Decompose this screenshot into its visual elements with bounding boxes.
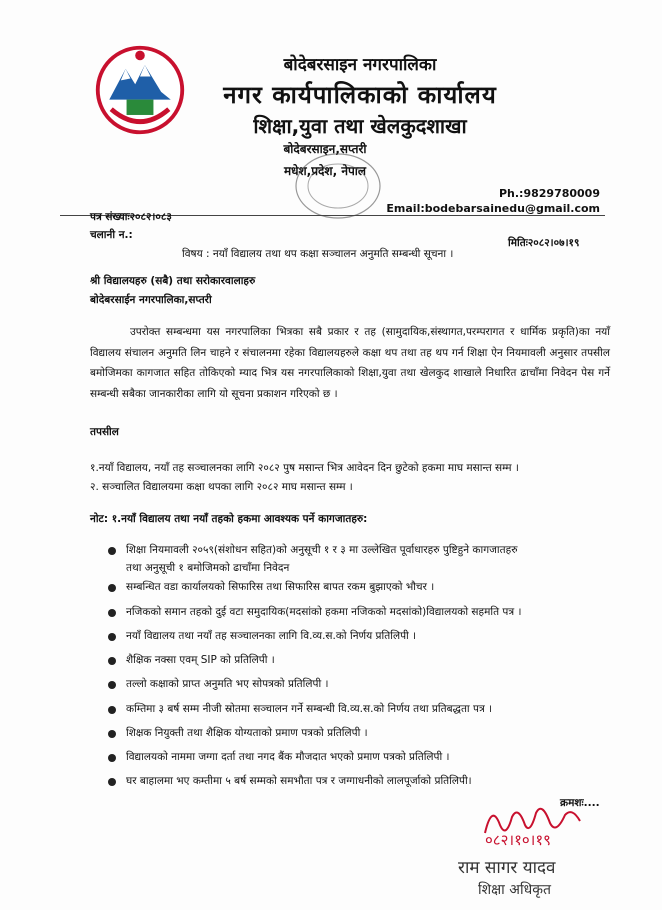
bullet-icon	[108, 681, 116, 689]
recipient-line-1: श्री विद्यालयहरु (सबै) तथा सरोकारवालाहरु	[90, 275, 256, 287]
note-item: सम्बन्धित वडा कार्यालयको सिफारिस तथा सिफारिस बापत रकम बुझाएको भौचर ।	[126, 581, 435, 593]
bullet-icon	[108, 633, 116, 641]
continued-mark: क्रमशः....	[560, 797, 600, 809]
note-item: नयाँ विद्यालय तथा नयाँ तह सञ्चालनका लागि वि.व्य.स.को निर्णय प्रतिलिपी ।	[126, 630, 417, 642]
bullet-icon	[108, 609, 116, 617]
note-item: तथा अनुसूची १ बमोजिमको ढाचाँमा निवेदन	[126, 562, 290, 574]
note-item: शैक्षिक नक्सा एवम् SIP को प्रतिलिपी ।	[126, 654, 275, 666]
bullet-icon	[108, 547, 116, 555]
details-heading: तपसील	[90, 426, 119, 438]
government-emblem-icon	[92, 42, 188, 138]
details-item: १.नयाँ विद्यालय, नयाँ तह सञ्चालनका लागि २०८२ पुष मसान्त भित्र आवेदन दिन छुटेको हकमा माघ मसान्त सम्म ।	[90, 462, 519, 474]
city-line: बोदेबरसाइन,सप्तरी	[283, 142, 367, 156]
bullet-icon	[108, 584, 116, 592]
signatory-title: शिक्षा अधिकृत	[478, 882, 551, 898]
phone-number: Ph.:9829780009	[498, 187, 600, 200]
dispatch-number: चलानी न.:	[90, 229, 133, 241]
note-item: तल्लो कक्षाको प्राप्त अनुमति भए सोपत्रको प्रतिलिपी ।	[126, 678, 329, 690]
office-name: नगर कार्यपालिकाको कार्यालय	[223, 81, 497, 109]
note-item: नजिकको समान तहको दुई वटा समुदायिक(मदसांको हकमा नजिकको मदसांको)विद्यालयको सहमति पत्र ।	[126, 606, 522, 618]
note-item: घर बाहालमा भए कम्तीमा ५ बर्ष सम्मको समभौता पत्र र जग्गाधनीको लालपूर्जाको प्रतिलिपी।	[126, 775, 472, 787]
details-item: २. सञ्चालित विद्यालयमा कक्षा थपका लागि २०८२ माघ मसान्त सम्म ।	[90, 481, 353, 493]
signature-date: ०८२।१०।१९	[485, 831, 551, 849]
municipality-name: बोदेबरसाइन नगरपालिका	[283, 55, 437, 75]
note-item: विद्यालयको नाममा जग्गा दर्ता तथा नगद बैंक मौजदात भएको प्रमाण पत्रको प्रतिलिपी ।	[126, 751, 450, 763]
bullet-icon	[108, 730, 116, 738]
letter-date: मितिः२०८२।०७।१९	[508, 237, 580, 249]
bullet-icon	[108, 706, 116, 714]
recipient-line-2: बोदेबरसाईन नगरपालिका,सप्तरी	[90, 294, 212, 306]
signatory-name: राम सागर यादव	[458, 858, 556, 878]
note-heading: नोट: १.नयाँ विद्यालय तथा नयाँ तहको हकमा आवश्यक पर्ने कागजातहरु:	[90, 513, 368, 525]
section-name: शिक्षा,युवा तथा खेलकुदशाखा	[253, 114, 467, 138]
office-stamp-icon	[292, 150, 384, 222]
bullet-icon	[108, 657, 116, 665]
body-paragraph: उपरोक्त सम्बन्धमा यस नगरपालिका भित्रका सबै प्रकार र तह (सामुदायिक,संस्थागत,परम्परागत र धार्मिक प्रकृति)का नयाँ विद्यालय संचालन अनुमति लिन चाहने र संचालनमा रहेका विद्यालयहरुले कक्षा थप तथा तह थप गर्न शिक्षा ऐन नियमावली अनुसार तपसील बमोजिमका कागजात सहित तोकिएको म्याद भित्र यस नगरपालिकाको शिक्षा,युवा तथा खेलकुद शाखाले निधारित ढाचाँमा निवेदन पेस गर्ने सम्बन्धी सबैका जानकारीका लागि यो सूचना प्रकाशन गरिएको छ ।	[90, 326, 610, 400]
note-item: शिक्षक नियुक्ती तथा शैक्षिक योग्यताको प्रमाण पत्रको प्रतिलिपी ।	[126, 727, 368, 739]
bullet-icon	[108, 754, 116, 762]
bullet-icon	[108, 778, 116, 786]
note-item: कम्तिमा ३ बर्ष सम्म नीजी स्रोतमा सञ्चालन गर्ने सम्बन्धी वि.व्य.स.को निर्णय तथा प्रतिबद्धता पत्र ।	[126, 703, 493, 715]
note-item: शिक्षा नियमावली २०५९(संशोधन सहित)को अनुसूची १ र ३ मा उल्लेखित पूर्वाधारहरु पुष्टिहुने कागजातहरु	[126, 544, 518, 556]
subject-line: विषय : नयाँ विद्यालय तथा थप कक्षा सञ्चालन अनुमति सम्बन्धी सूचना ।	[182, 248, 454, 260]
email-address: Email:bodebarsainedu@gmail.com	[386, 202, 600, 215]
letter-number: पत्र संख्याः२०८२।०८३	[90, 211, 172, 223]
province-line: मधेश,प्रदेश, नेपाल	[283, 164, 367, 178]
